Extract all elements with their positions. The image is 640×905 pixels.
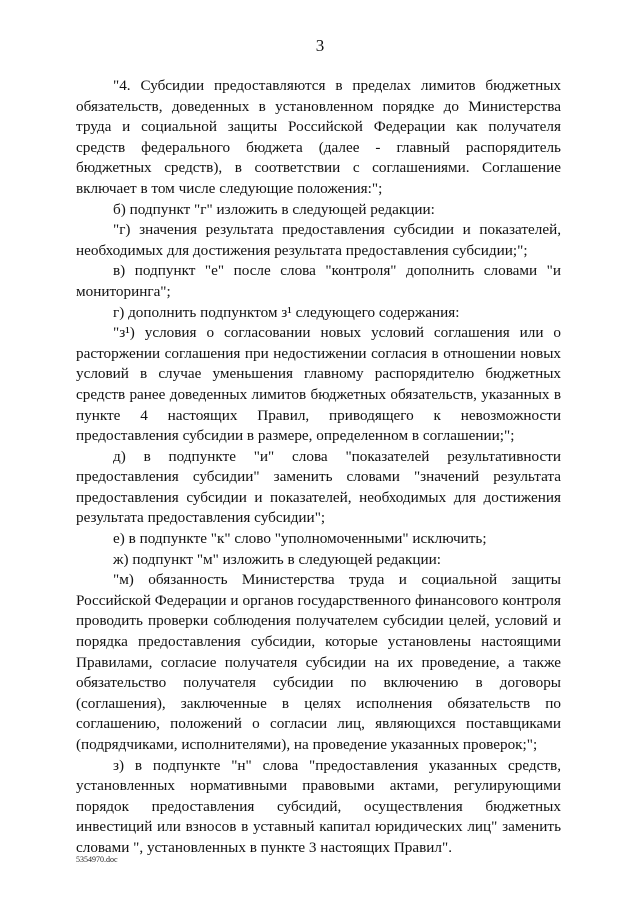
paragraph: "г) значения результата предоставления субсидии и показателей, необходимых для достижения результата предоставления субсидии;"; — [76, 221, 561, 259]
document-body — [76, 76, 561, 859]
paragraph: "з¹) условия о согласовании новых условий соглашения или о расторжении соглашения при недостижении согласия в отношении новых условий в случае уменьшения главному распорядителю бюджетных средств ранее доведенных лимитов бюджетных обязательств, указанных в пункте 4 настоящих Правил, приводящего к невозможности предоставления субсидии в размере, определенном в соглашении;"; — [76, 324, 561, 445]
paragraph: "4. Субсидии предоставляются в пределах лимитов бюджетных обязательств, доведенных в установленном порядке до Министерства труда и социальной защиты Российской Федерации как получателя средств федерального бюджета (далее - главный распорядитель бюджетных средств), в соответствии с соглашениями. Соглашение включает в том числе следующие положения:"; — [76, 77, 561, 197]
paragraph: з) в подпункте "н" слова "предоставления указанных средств, установленных нормативными правовыми актами, регулирующими порядок предоставления субсидий, осуществления бюджетных инвестиций или взносов в уставный капитал юридических лиц" заменить словами ", установленных в пункте 3 настоящих Правил". — [76, 756, 561, 856]
page-number: 3 — [315, 36, 325, 55]
paragraph: е) в подпункте "к" слово "уполномоченными" исключить; — [113, 530, 487, 548]
paragraph: в) подпункт "е" после слова "контроля" дополнить словами "и мониторинга"; — [76, 262, 561, 300]
paragraph: б) подпункт "г" изложить в следующей редакции: — [113, 200, 435, 218]
paragraph: г) дополнить подпунктом з¹ следующего содержания: — [113, 303, 460, 321]
paragraph: д) в подпункте "и" слова "показателей результативности предоставления субсидии" заменить словами "значений результата предоставления субсидии и показателей, необходимых для достижения результата предоставления субсидии"; — [76, 447, 561, 527]
paragraph: "м) обязанность Министерства труда и социальной защиты Российской Федерации и органов государственного финансового контроля проводить проверки соблюдения получателем субсидии целей, условий и порядка предоставления субсидии, которые установлены настоящими Правилами, согласие получателя субсидии на их проведение, а также обязательство получателя субсидии по включению в договоры (соглашения), заключенные в целях исполнения обязательств по соглашению, положений о согласии лиц, являющихся поставщиками (подрядчиками, исполнителями), на проведение указанных проверок;"; — [76, 571, 561, 753]
document-code: 5354970.doc — [76, 855, 118, 864]
paragraph: ж) подпункт "м" изложить в следующей редакции: — [113, 550, 441, 568]
